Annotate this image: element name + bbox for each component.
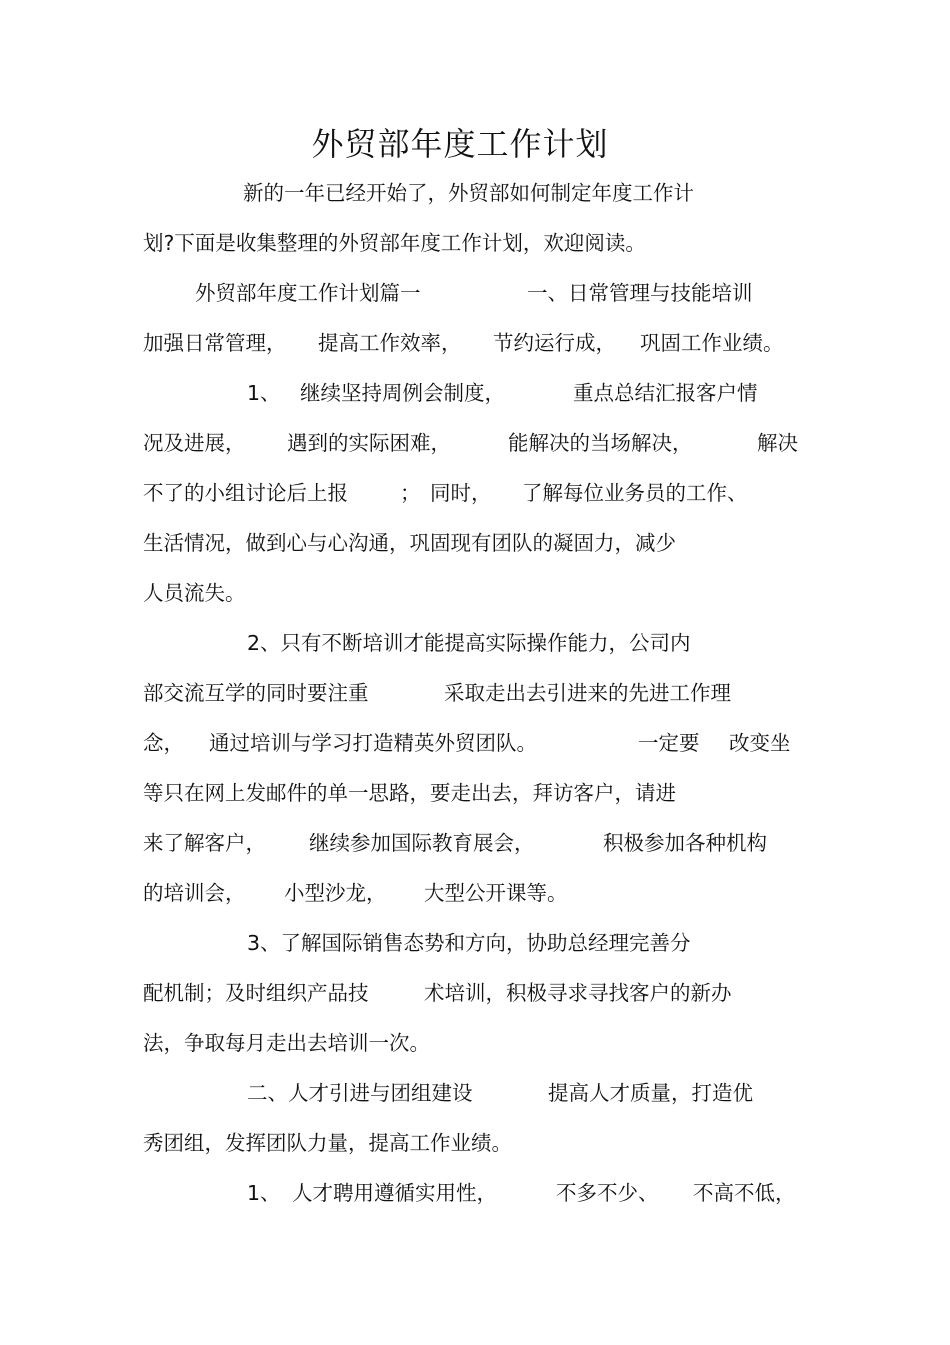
text-segment: 改变坐 xyxy=(729,731,791,755)
text-segment: 1、 xyxy=(247,1181,281,1205)
text-segment: 法，争取每月走出去培训一次。 xyxy=(143,1031,430,1055)
text-segment: 念， xyxy=(143,731,184,755)
text-segment: 重点总结汇报客户情 xyxy=(573,381,758,405)
text-segment: 积极参加各种机构 xyxy=(603,831,767,855)
text-segment: 的培训会， xyxy=(143,881,246,905)
text-segment: 人员流失。 xyxy=(143,581,246,605)
text-segment: 同时， xyxy=(430,481,492,505)
text-segment: 配机制；及时组织产品技 xyxy=(143,981,369,1005)
text-segment: 新的一年已经开始了，外贸部如何制定年度工作计 xyxy=(243,181,694,205)
text-segment: 二、人才引进与团组建设 xyxy=(247,1081,473,1105)
text-segment: 来了解客户， xyxy=(143,831,266,855)
text-segment: 等只在网上发邮件的单一思路，要走出去，拜访客户，请进 xyxy=(143,781,676,805)
text-segment: 小型沙龙， xyxy=(284,881,387,905)
text-segment: 1、 xyxy=(247,381,281,405)
text-segment: 术培训，积极寻求寻找客户的新办 xyxy=(424,981,732,1005)
document-title: 外贸部年度工作计划 xyxy=(311,125,609,163)
text-segment: 划?下面是收集整理的外贸部年度工作计划，欢迎阅读。 xyxy=(143,231,646,255)
text-segment: 不多不少、 xyxy=(556,1181,659,1205)
text-segment: 大型公开课等。 xyxy=(424,881,568,905)
text-segment: ； xyxy=(400,481,421,505)
text-segment: 通过培训与学习打造精英外贸团队。 xyxy=(209,731,537,755)
text-segment: 外贸部年度工作计划篇一 xyxy=(195,281,421,305)
text-segment: 巩固工作业绩。 xyxy=(640,331,784,355)
text-segment: 节约运行成， xyxy=(493,331,616,355)
text-segment: 2、只有不断培训才能提高实际操作能力，公司内 xyxy=(247,631,691,655)
text-segment: 加强日常管理， xyxy=(143,331,287,355)
text-segment: 提高人才质量，打造优 xyxy=(548,1081,753,1105)
text-segment: 一、日常管理与技能培训 xyxy=(527,281,753,305)
text-segment: 3、了解国际销售态势和方向，协助总经理完善分 xyxy=(247,931,691,955)
text-segment: 人才聘用遵循实用性， xyxy=(292,1181,497,1205)
text-segment: 况及进展， xyxy=(143,431,246,455)
text-segment: 生活情况，做到心与心沟通，巩固现有团队的凝固力，减少 xyxy=(143,531,676,555)
text-segment: 秀团组，发挥团队力量，提高工作业绩。 xyxy=(143,1131,512,1155)
text-segment: 提高工作效率， xyxy=(318,331,462,355)
text-segment: 采取走出去引进来的先进工作理 xyxy=(444,681,731,705)
text-segment: 不了的小组讨论后上报 xyxy=(143,481,348,505)
text-segment: 部交流互学的同时要注重 xyxy=(143,681,369,705)
text-segment: 不高不低， xyxy=(693,1181,796,1205)
text-segment: 遇到的实际困难， xyxy=(287,431,451,455)
text-segment: 一定要 xyxy=(638,731,700,755)
text-segment: 解决 xyxy=(757,431,798,455)
text-segment: 继续参加国际教育展会， xyxy=(309,831,535,855)
text-segment: 能解决的当场解决， xyxy=(508,431,693,455)
text-segment: 继续坚持周例会制度， xyxy=(300,381,505,405)
text-segment: 了解每位业务员的工作、 xyxy=(522,481,748,505)
